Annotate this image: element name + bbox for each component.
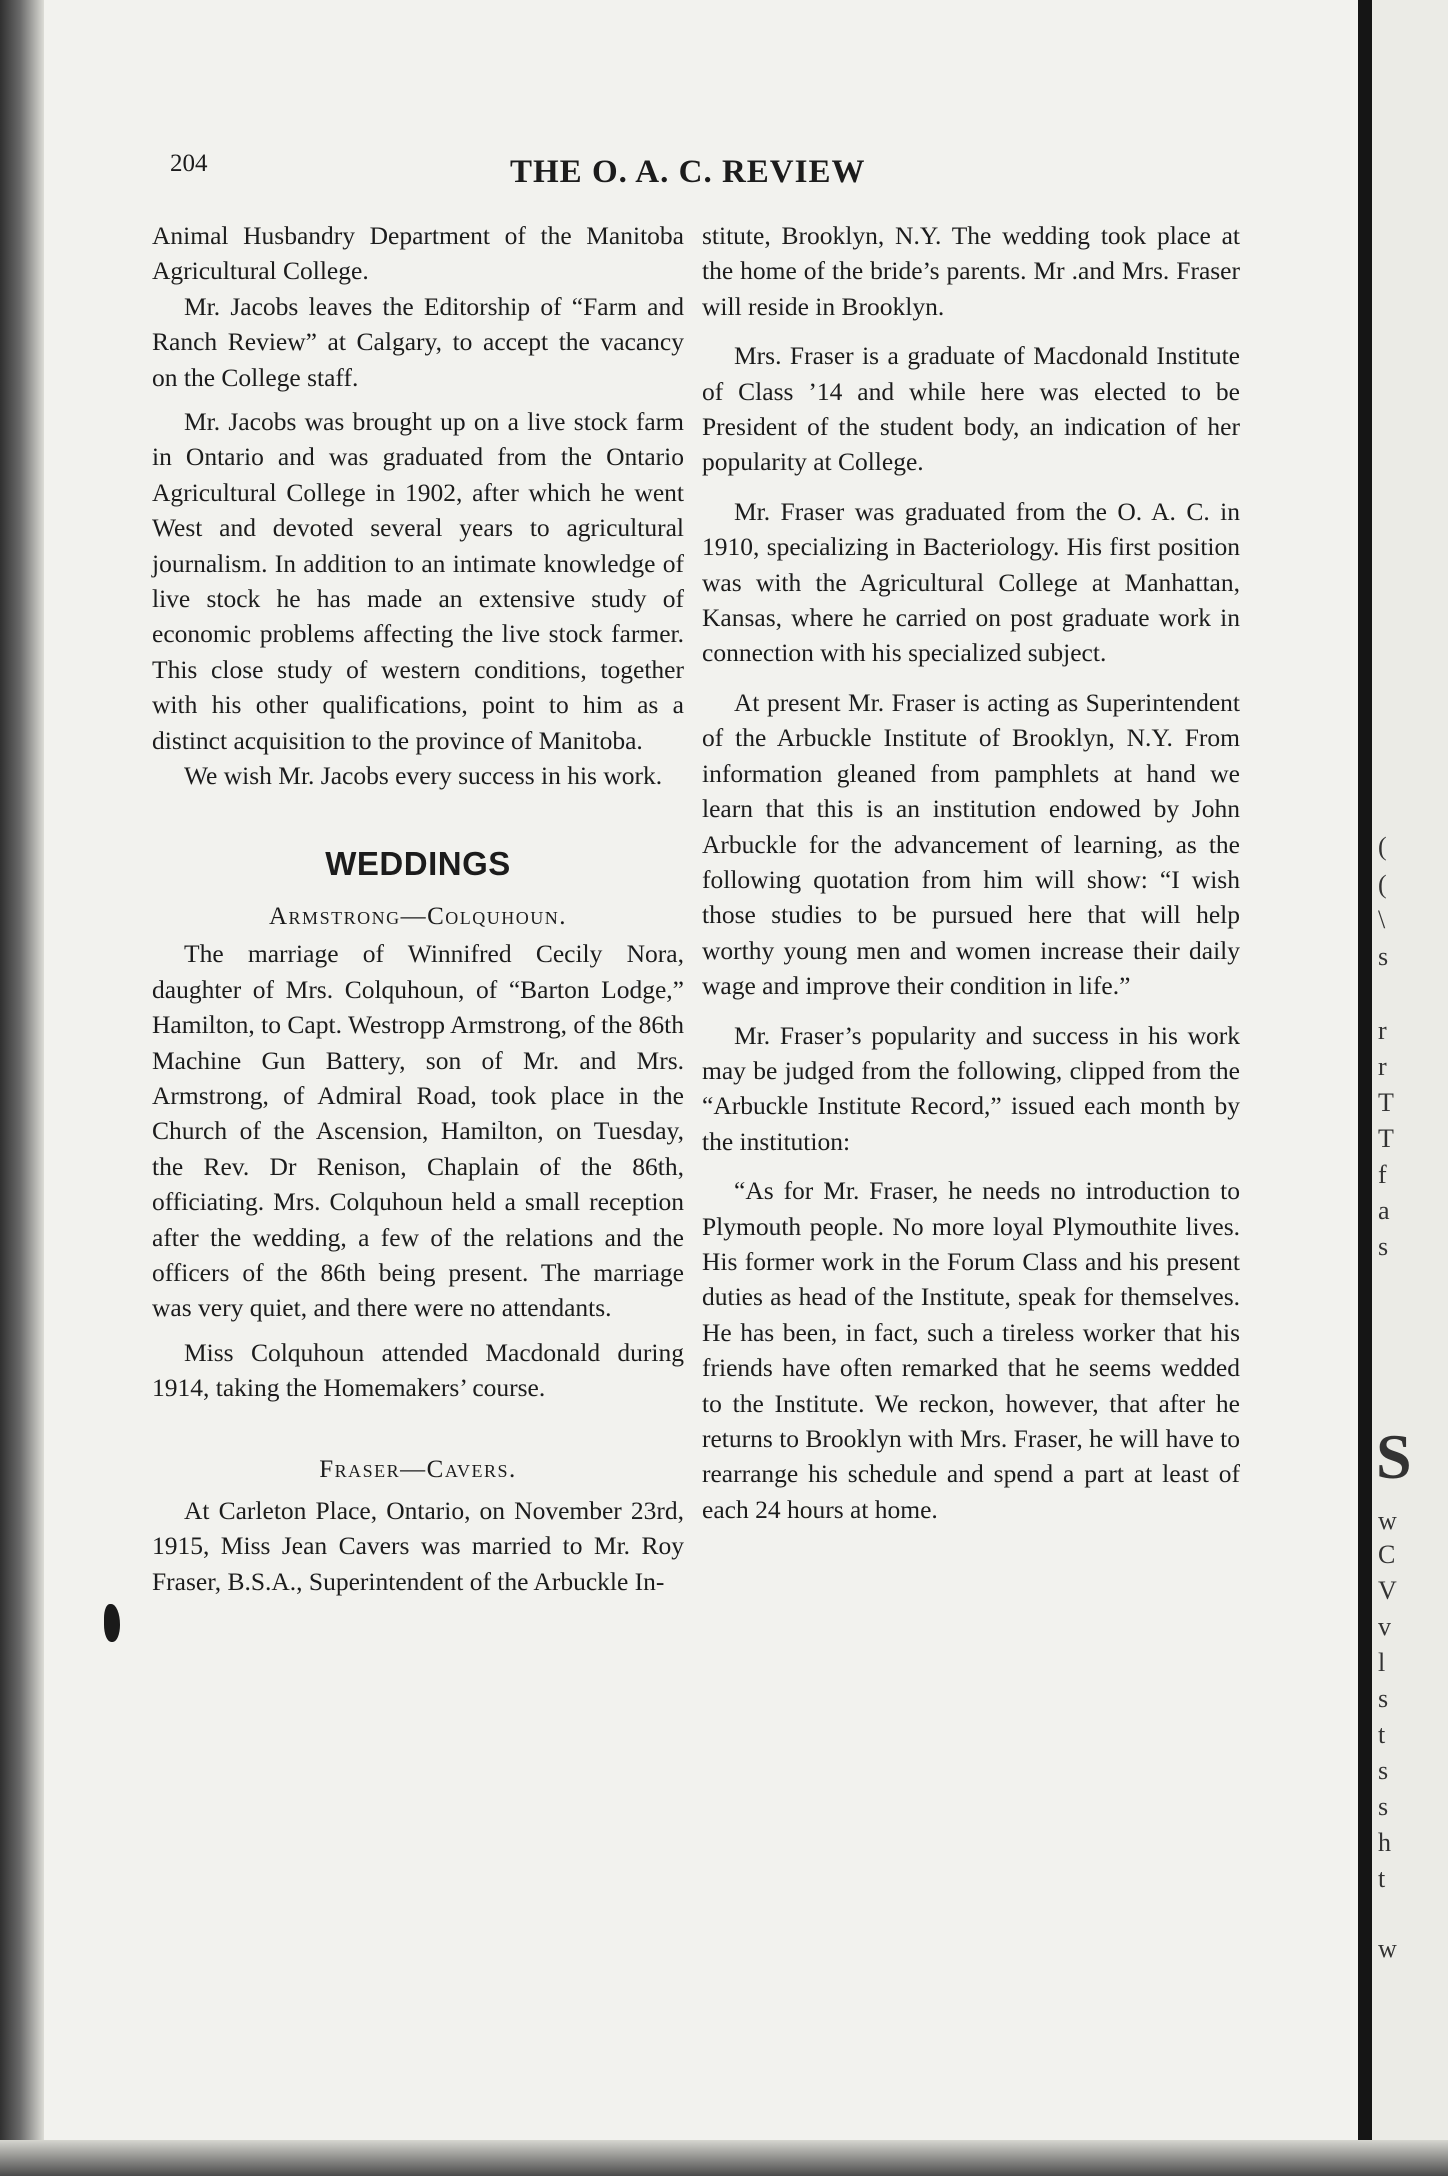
next-page-fragment: V bbox=[1378, 1576, 1397, 1605]
next-page-fragment: S bbox=[1376, 1421, 1412, 1492]
next-page-fragment: ( bbox=[1378, 832, 1387, 861]
paragraph: The marriage of Winnifred Cecily Nora, daughter of Mrs. Colquhoun, of “Barton Lodge,” Hamilton, to Capt. Westropp Armstrong, of the 86th Machine Gun Battery, son of Mr. and Mrs. Armstrong, of Admiral Road, took place in the Church of the Ascension, Hamilton, on Tuesday, the Rev. Dr Renison, Chaplain of the 86th, officiating. Mrs. Colquhoun held a small reception after the wedding, a few of the relations and the officers of the 86th being present. The marriage was very quiet, and there were no attendants. bbox=[152, 939, 684, 1323]
next-page-fragment: s bbox=[1378, 1756, 1389, 1785]
weddings-heading: WEDDINGS bbox=[325, 844, 511, 882]
paragraph: Mrs. Fraser is a graduate of Macdonald Institute of Class ’14 and while here was elected to be President of the student body, an indication of her popularity at College. bbox=[702, 341, 1240, 477]
paragraph: Mr. Fraser was graduated from the O. A. C. in 1910, specializing in Bacteriology. His first position was with the Agricultural College at Manhattan, Kansas, where he carried on post graduate work in connection with his specialized subject. bbox=[702, 496, 1240, 668]
paragraph: At Carleton Place, Ontario, on November 23rd, 1915, Miss Jean Cavers was married to Mr. Roy Fraser, B.S.A., Superintendent of the Arbuckle In- bbox=[152, 1496, 684, 1596]
next-page-fragment: h bbox=[1378, 1828, 1391, 1857]
paragraph: stitute, Brooklyn, N.Y. The wedding took place at the home of the bride’s parents. Mr .and Mrs. Fraser will reside in Brooklyn. bbox=[702, 221, 1240, 321]
next-page-fragment: a bbox=[1378, 1196, 1390, 1225]
page-header bbox=[0, 150, 1448, 200]
next-page-fragment: r bbox=[1378, 1016, 1387, 1045]
journal-title: THE O. A. C. REVIEW bbox=[510, 154, 866, 190]
right-column bbox=[702, 218, 1240, 1527]
paragraph: At present Mr. Fraser is acting as Superintendent of the Arbuckle Institute of Brooklyn, N.Y. From information gleaned from pamphlets at hand we learn that this is an institution endowed by John Arbuckle for the advancement of learning, as the following quotation from him will show: “I wish those studies to be pursued here that will help worthy young men and women increase their daily wage and improve their condition in life.” bbox=[702, 687, 1240, 1001]
next-page-edge bbox=[1372, 0, 1448, 2176]
next-page-fragment: l bbox=[1378, 1648, 1386, 1677]
next-page-fragment: ( bbox=[1378, 870, 1387, 899]
next-page-fragment: t bbox=[1378, 1720, 1386, 1749]
next-page-fragment: s bbox=[1378, 1684, 1389, 1713]
paragraph: Mr. Jacobs was brought up on a live stock farm in Ontario and was graduated from the Ontario Agricultural College in 1902, after which he went West and devoted several years to agricultural journalism. In addition to an intimate knowledge of live stock he has made an extensive study of economic problems affecting the live stock farmer. This close study of western conditions, together with his other qualifications, point to him as a distinct acquisition to the province of Manitoba. bbox=[152, 407, 684, 755]
book-spine bbox=[1358, 0, 1372, 2176]
paragraph: Mr. Fraser’s popularity and success in his work may be judged from the following, clipped from the “Arbuckle Institute Record,” issued each month by the institution: bbox=[702, 1020, 1240, 1156]
scan-left-edge bbox=[0, 0, 44, 2176]
next-page-fragment: s bbox=[1378, 1792, 1389, 1821]
next-page-fragment: s bbox=[1378, 942, 1389, 971]
left-column bbox=[152, 218, 684, 1599]
next-page-fragment: w bbox=[1378, 1506, 1397, 1535]
next-page-fragment: T bbox=[1378, 1124, 1394, 1153]
next-page-fragment: w bbox=[1378, 1934, 1397, 1963]
wedding-subhead: Fraser—Cavers. bbox=[319, 1455, 517, 1483]
next-page-fragment: C bbox=[1378, 1540, 1396, 1569]
paragraph: Animal Husbandry Department of the Manitoba Agricultural College. bbox=[152, 221, 684, 286]
next-page-fragment: t bbox=[1378, 1864, 1386, 1893]
next-page-fragment: \ bbox=[1378, 905, 1386, 934]
next-page-fragment: s bbox=[1378, 1232, 1389, 1261]
next-page-fragment: r bbox=[1378, 1052, 1387, 1081]
paragraph: Mr. Jacobs leaves the Editorship of “Farm and Ranch Review” at Calgary, to accept the vacancy on the College staff. bbox=[152, 291, 684, 392]
next-page-fragment: T bbox=[1378, 1088, 1394, 1117]
next-page-fragment: f bbox=[1378, 1160, 1387, 1189]
next-page-fragment: v bbox=[1378, 1612, 1391, 1641]
wedding-subhead: Armstrong—Colquhoun. bbox=[269, 902, 567, 930]
paragraph: We wish Mr. Jacobs every success in his work. bbox=[184, 761, 663, 791]
scan-bottom-edge bbox=[0, 2140, 1448, 2176]
ink-blot bbox=[104, 1604, 120, 1642]
page-number: 204 bbox=[170, 150, 208, 177]
paragraph: Miss Colquhoun attended Macdonald during 1914, taking the Homemakers’ course. bbox=[152, 1337, 684, 1403]
quotation-paragraph: “As for Mr. Fraser, he needs no introduction to Plymouth people. No more loyal Plymouthite lives. His former work in the Forum Class and his present duties as head of the Institute, speak for themselves. He has been, in fact, such a tireless worker that his friends have often remarked that he seems wedded to the Institute. We reckon, however, that after he returns to Brooklyn with Mrs. Fraser, he will have to rearrange his schedule and spend a part at least of each 24 hours at home. bbox=[702, 1176, 1240, 1524]
